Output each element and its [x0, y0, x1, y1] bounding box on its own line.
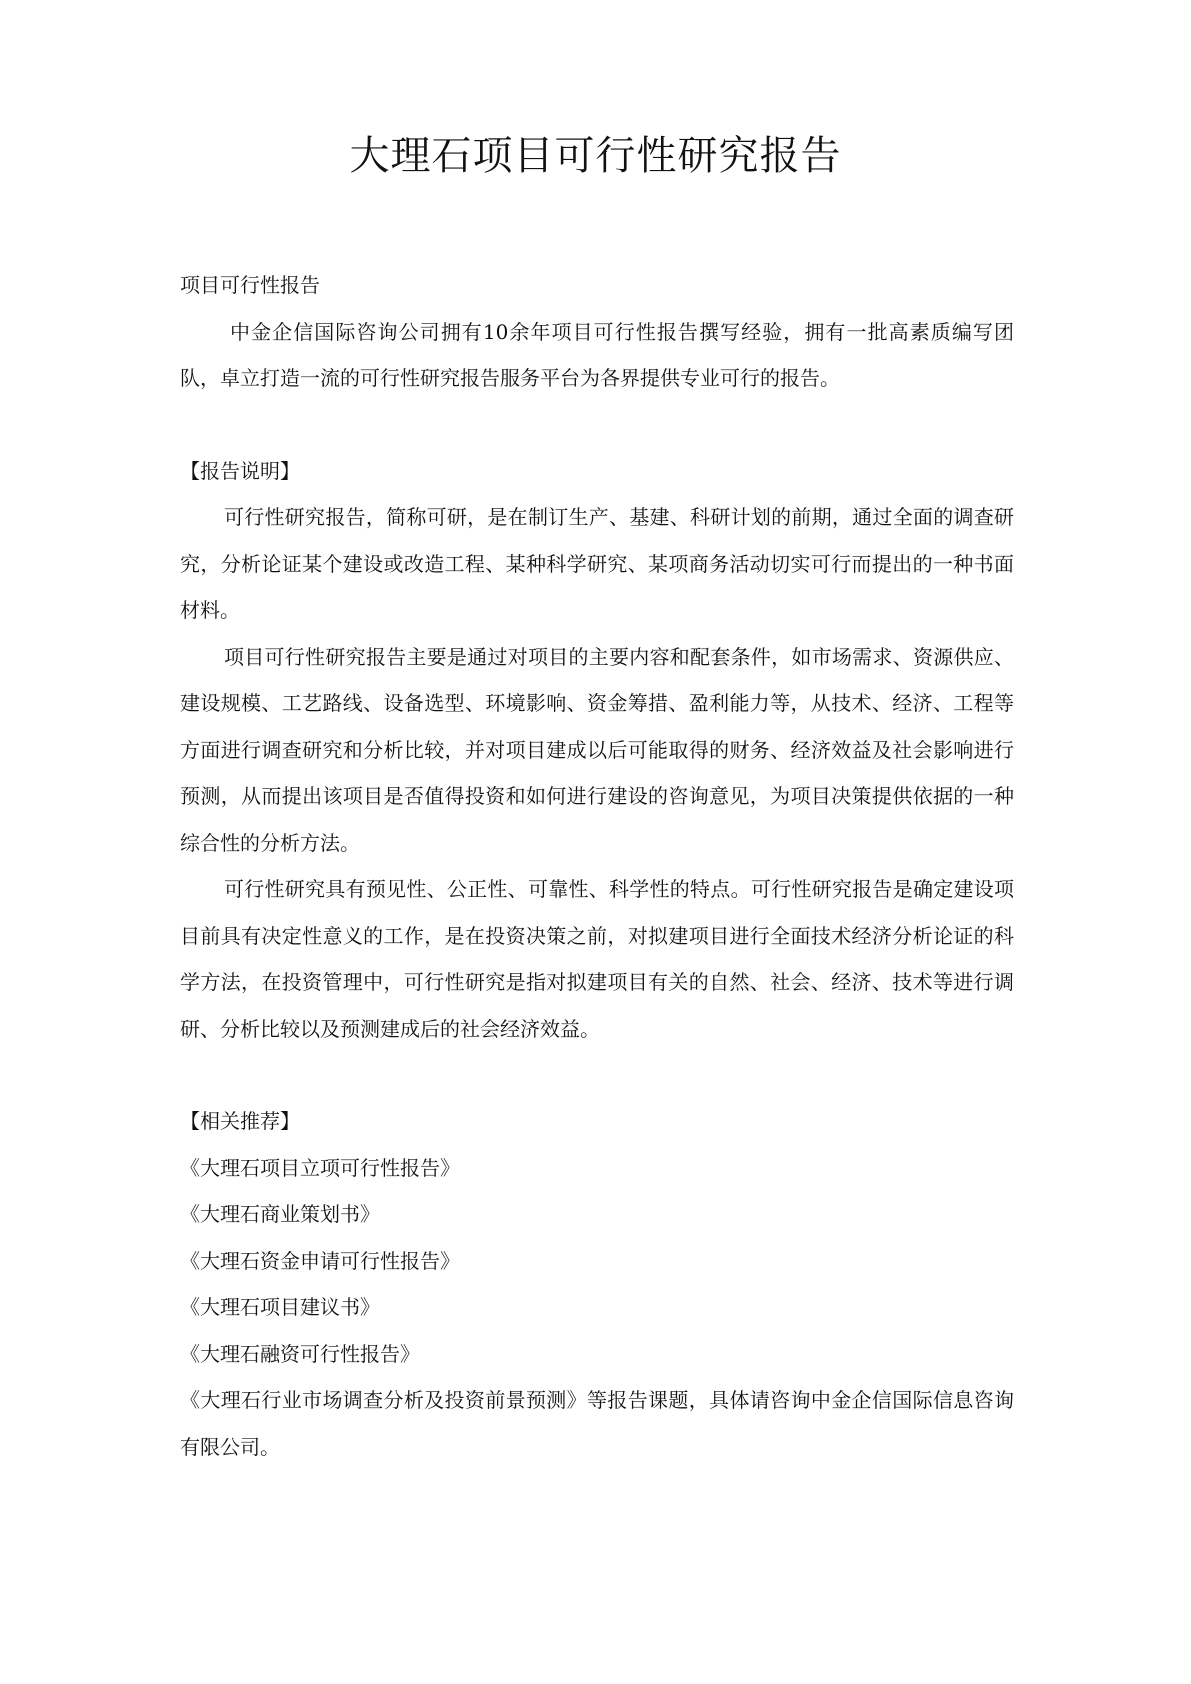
related-item: 《大理石商业策划书》: [180, 1202, 380, 1226]
related-closing: 《大理石行业市场调查分析及投资前景预测》等报告课题，具体请咨询中金企信国际信息咨询有限公司。: [180, 1388, 1014, 1459]
intro-heading: 项目可行性报告: [180, 273, 320, 297]
report-description-paragraph-2: 项目可行性研究报告主要是通过对项目的主要内容和配套条件，如市场需求、资源供应、建设规模、工艺路线、设备选型、环境影响、资金筹措、盈利能力等，从技术、经济、工程等方面进行调查研究和分析比较，并对项目建成以后可能取得的财务、经济效益及社会影响进行预测，从而提出该项目是否值得投资和如何进行建设的咨询意见，为项目决策提供依据的一种综合性的分析方法。: [180, 644, 1014, 855]
related-item: 《大理石资金申请可行性报告》: [180, 1248, 460, 1273]
report-description-paragraph-3: 可行性研究具有预见性、公正性、可靠性、科学性的特点。可行性研究报告是确定建设项目前具有决定性意义的工作，是在投资决策之前，对拟建项目进行全面技术经济分析论证的科学方法，在投资管理中，可行性研究是指对拟建项目有关的自然、社会、经济、技术等进行调研、分析比较以及预测建成后的社会经济效益。: [180, 877, 1014, 1041]
related-item: 《大理石项目建议书》: [180, 1295, 380, 1319]
document-title: 大理石项目可行性研究报告: [349, 133, 842, 179]
related-heading: 【相关推荐】: [180, 1109, 300, 1133]
intro-paragraph: 中金企信国际咨询公司拥有10余年项目可行性报告撰写经验，拥有一批高素质编写团队，卓立打造一流的可行性研究报告服务平台为各界提供专业可行的报告。: [180, 319, 1014, 390]
report-description-paragraph-1: 可行性研究报告，简称可研，是在制订生产、基建、科研计划的前期，通过全面的调查研究，分析论证某个建设或改造工程、某种科学研究、某项商务活动切实可行而提出的一种书面材料。: [180, 505, 1014, 622]
related-recommendations: [180, 1098, 1014, 1470]
section-spacer: [180, 1052, 1014, 1098]
related-item: 《大理石项目立项可行性报告》: [180, 1155, 460, 1180]
report-description-heading: 【报告说明】: [180, 458, 300, 483]
section-spacer: [180, 402, 1014, 448]
document-body: [180, 262, 1014, 1470]
related-item: 《大理石融资可行性报告》: [180, 1341, 420, 1366]
